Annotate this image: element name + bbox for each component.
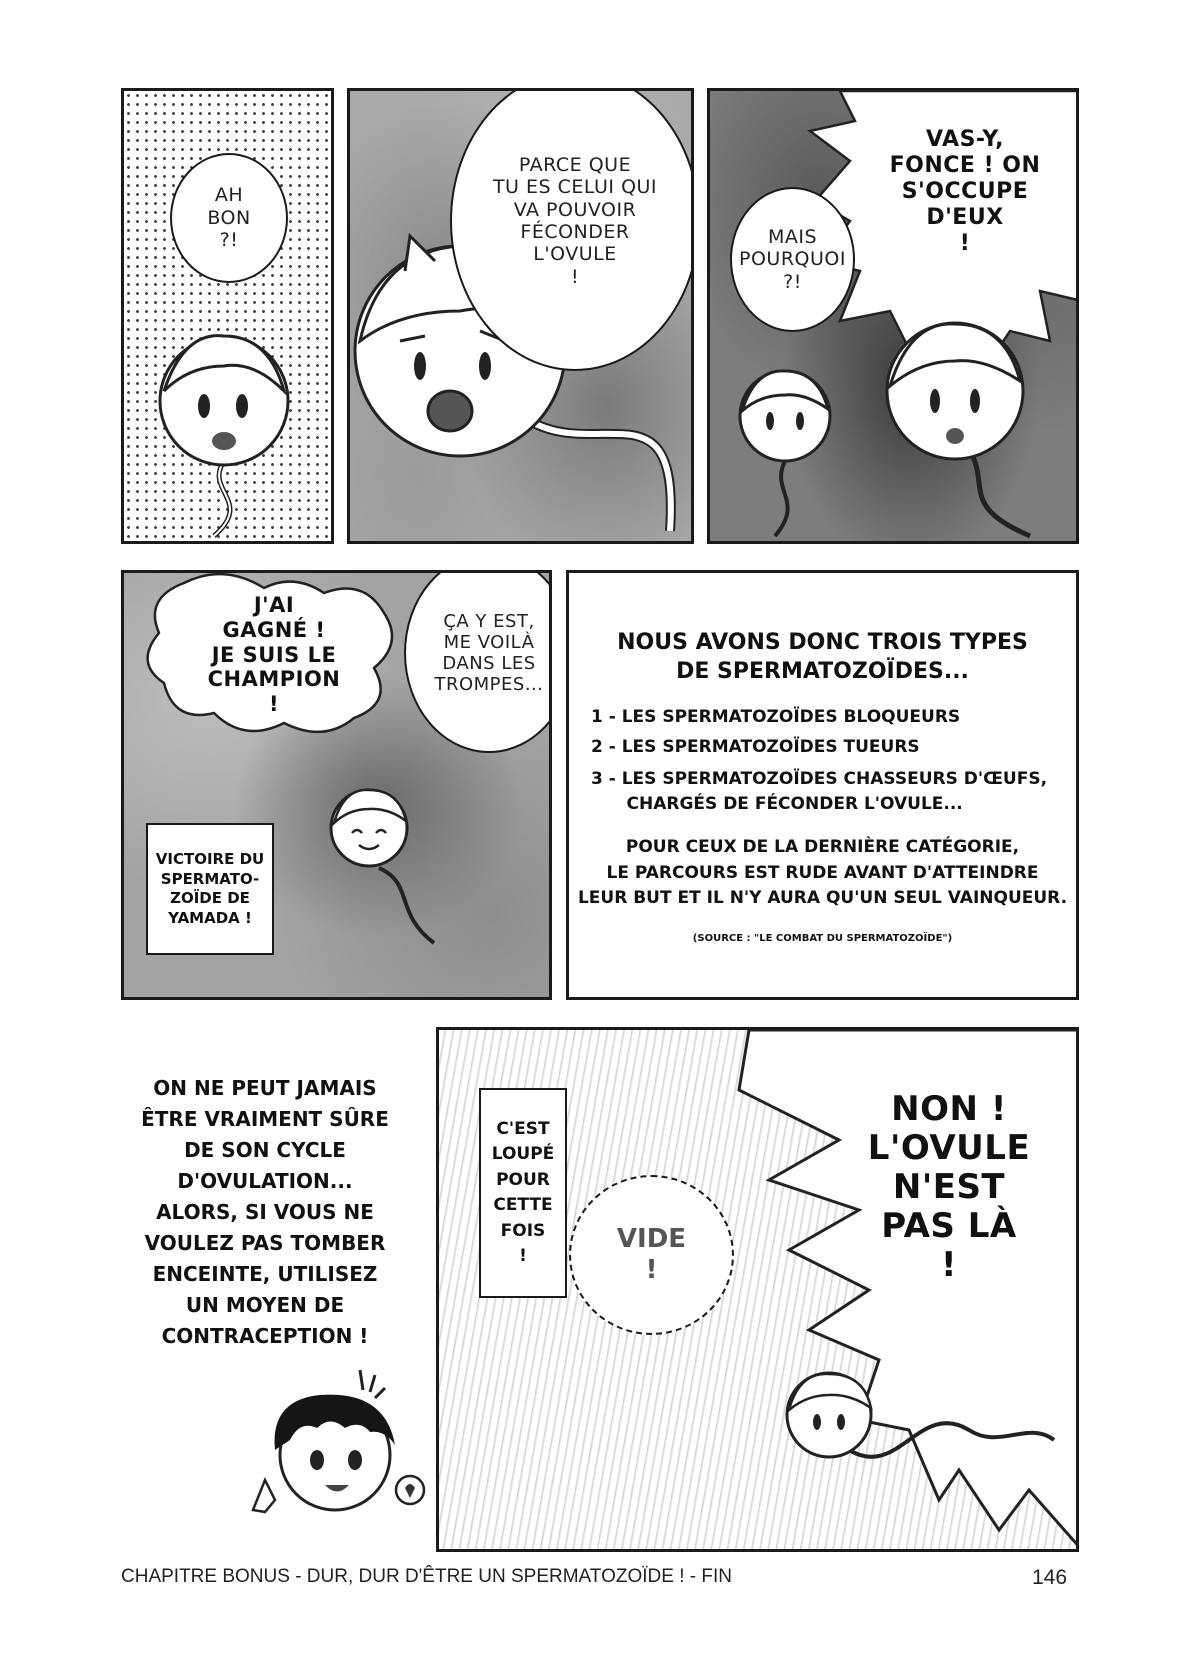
- speech-text: AH BON ?!: [207, 184, 251, 252]
- chapter-footer: CHAPITRE BONUS - DUR, DUR D'ÊTRE UN SPERMATOZOÏDE ! - FIN: [121, 1566, 732, 1587]
- panel-5: [436, 1027, 1079, 1552]
- speech-text: PARCE QUE TU ES CELUI QUI VA POUVOIR FÉCONDER L'OVULE !: [492, 153, 658, 288]
- speech-text: MAIS POURQUOI ?!: [739, 225, 846, 293]
- empty-circle: [569, 1175, 734, 1335]
- shout-non-lovule: NON ! L'OVULE N'EST PAS LÀ !: [867, 1089, 1031, 1286]
- sperm-character-small: [730, 361, 840, 541]
- caption-box-victoire: [146, 823, 274, 955]
- speech-bubble-ah-bon: [170, 153, 288, 283]
- caption-box-loupe: [479, 1088, 567, 1298]
- empty-label: VIDE !: [616, 1224, 687, 1285]
- advice-text: ON NE PEUT JAMAIS ÊTRE VRAIMENT SÛRE DE SON CYCLE D'OVULATION... ALORS, SI VOUS NE VOULEZ PAS TOMBER ENCEINTE, UTILISEZ UN MOYEN DE CONTRACEPTION !: [141, 1076, 389, 1348]
- panel-2: [347, 88, 694, 544]
- info-item: 2 - LES SPERMATOZOÏDES TUEURS: [591, 737, 920, 758]
- info-item: 1 - LES SPERMATOZOÏDES BLOQUEURS: [591, 707, 961, 727]
- info-paragraph: POUR CEUX DE LA DERNIÈRE CATÉGORIE, LE PARCOURS EST RUDE AVANT D'ATTEINDRE LEUR BUT ET IL N'Y AURA QU'UN SEUL VAINQUEUR.: [577, 837, 1068, 908]
- sperm-character-happy: [324, 773, 444, 953]
- sperm-character: [144, 321, 314, 541]
- panel-1: [121, 88, 334, 544]
- shout-jai-gagne: J'AI GAGNÉ ! JE SUIS LE CHAMPION !: [207, 593, 341, 717]
- page-number: 146: [1032, 1566, 1068, 1589]
- caption-text: C'EST LOUPÉ POUR CETTE FOIS !: [491, 1118, 555, 1266]
- info-heading: NOUS AVONS DONC TROIS TYPES DE SPERMATOZOÏDES...: [617, 630, 1028, 684]
- info-list: [591, 707, 1071, 816]
- sperm-character-medium: [870, 306, 1050, 541]
- speech-text: ÇA Y EST, ME VOILÀ DANS LES TROMPES...: [434, 610, 544, 696]
- speech-bubble-mais-pourquoi: [730, 187, 855, 332]
- info-panel: [566, 570, 1079, 1000]
- panel-3: [707, 88, 1079, 544]
- info-source: (SOURCE : "LE COMBAT DU SPERMATOZOÏDE"): [692, 933, 953, 944]
- panel-4: [121, 570, 552, 1000]
- author-avatar: [245, 1360, 435, 1525]
- shout-vas-y: VAS-Y, FONCE ! ON S'OCCUPE D'EUX !: [889, 127, 1041, 256]
- sperm-character-lost: [779, 1360, 1059, 1510]
- caption-text: VICTOIRE DU SPERMATO- ZOÏDE DE YAMADA !: [155, 850, 265, 927]
- info-item: 3 - LES SPERMATOZOÏDES CHASSEURS D'ŒUFS, CHARGÉS DE FÉCONDER L'OVULE...: [591, 769, 1048, 814]
